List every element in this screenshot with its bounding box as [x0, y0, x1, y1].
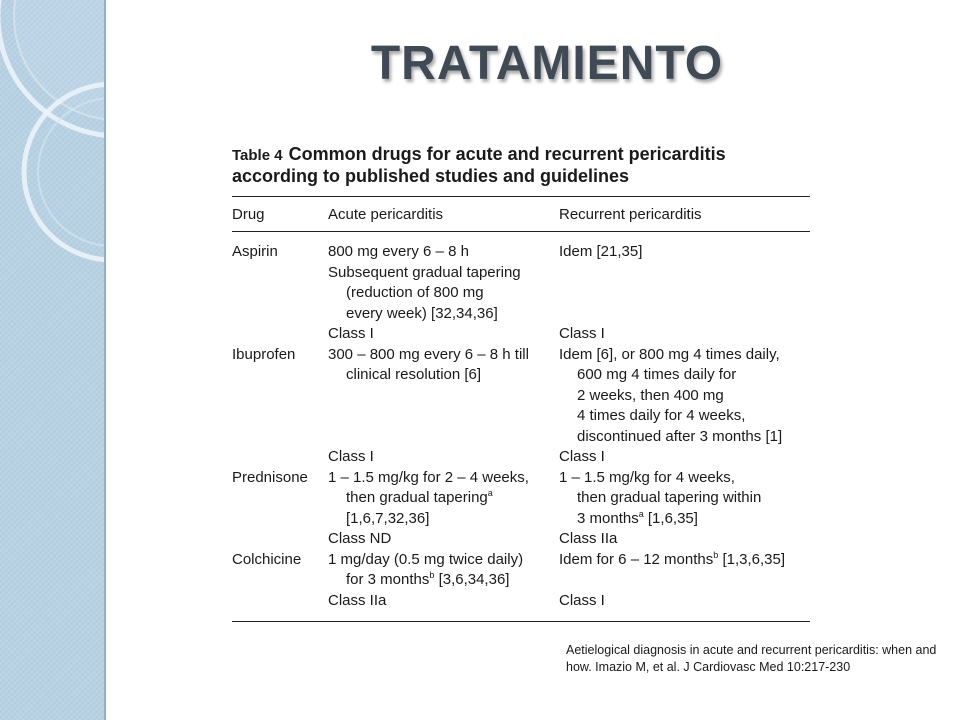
cell-drug: [232, 242, 328, 345]
acute-class: Class I: [328, 325, 374, 342]
caption-line-2: according to published studies and guidelines: [232, 166, 630, 186]
drug-name: Colchicine: [232, 550, 302, 568]
acute-line: [328, 488, 559, 509]
cell-acute: [328, 242, 559, 345]
caption-line-1: Common drugs for acute and recurrent pericarditis: [288, 144, 726, 164]
cell-recurrent: [559, 345, 810, 468]
recurrent-ref: [1,6,35]: [647, 509, 698, 527]
acute-ref: [3,6,34,36]: [438, 571, 510, 588]
spacer: [328, 386, 559, 407]
acute-class: Class I: [328, 448, 374, 465]
table-row-colchicine: [232, 550, 810, 612]
acute-line: 1 mg/day (0.5 mg twice daily): [328, 550, 524, 568]
table-row-aspirin: [232, 242, 810, 345]
acute-line: 1 – 1.5 mg/kg for 2 – 4 weeks,: [328, 468, 529, 486]
cell-recurrent: [559, 468, 810, 550]
recurrent-line: 2 weeks, then 400 mg: [577, 386, 724, 404]
acute-line: clinical resolution [6]: [346, 366, 482, 383]
header-drug: Drug: [232, 205, 265, 223]
cell-drug: [232, 550, 328, 612]
acute-line: [328, 570, 559, 591]
table-header-row: [232, 197, 810, 231]
acute-line: (reduction of 800 mg: [346, 284, 484, 301]
recurrent-text: 3 months: [577, 509, 639, 527]
acute-line: Subsequent gradual tapering: [328, 263, 521, 281]
header-recurrent: Recurrent pericarditis: [559, 205, 702, 223]
recurrent-line: [559, 283, 810, 304]
recurrent-line: [559, 509, 810, 530]
cell-drug: [232, 345, 328, 468]
recurrent-line: 600 mg 4 times daily for: [577, 366, 737, 383]
table-caption: [232, 144, 810, 187]
recurrent-line: [559, 263, 810, 284]
recurrent-line: [559, 550, 810, 571]
acute-class: Class ND: [328, 530, 392, 547]
acute-line: 300 – 800 mg every 6 – 8 h till: [328, 345, 529, 363]
cell-drug: [232, 468, 328, 550]
recurrent-line: Idem [6], or 800 mg 4 times daily,: [559, 345, 780, 363]
cell-recurrent: [559, 242, 810, 345]
recurrent-class: Class I: [559, 448, 605, 465]
recurrent-class: Class I: [559, 591, 605, 609]
footnote-marker: a: [487, 488, 493, 498]
cell-acute: [328, 468, 559, 550]
recurrent-ref: [1,3,6,35]: [722, 550, 785, 568]
cell-acute: [328, 550, 559, 612]
recurrent-class: Class I: [559, 325, 605, 342]
cell-recurrent: [559, 550, 810, 612]
reference-citation: Aetielogical diagnosis in acute and recurrent pericarditis: when and how. Imazio M, et al. J Cardiovasc Med 10:217-230: [566, 643, 937, 674]
recurrent-line: then gradual tapering within: [577, 489, 762, 506]
acute-text: for 3 months: [346, 571, 430, 588]
acute-line: every week) [32,34,36]: [346, 304, 498, 322]
recurrent-line: discontinued after 3 months [1]: [577, 427, 783, 445]
drug-name: Aspirin: [232, 243, 278, 260]
table-body: [232, 232, 810, 621]
drug-name: Ibuprofen: [232, 345, 296, 363]
recurrent-line: [559, 570, 810, 591]
table-row-prednisone: [232, 468, 810, 550]
drug-name: Prednisone: [232, 468, 308, 486]
recurrent-class: Class IIa: [559, 530, 618, 547]
recurrent-line: 4 times daily for 4 weeks,: [577, 407, 746, 424]
recurrent-line: 1 – 1.5 mg/kg for 4 weeks,: [559, 468, 735, 486]
acute-line: 800 mg every 6 – 8 h: [328, 243, 469, 260]
drug-table: [232, 144, 810, 622]
spacer: [328, 406, 559, 427]
acute-line: [1,6,7,32,36]: [346, 509, 430, 527]
footnote-marker: a: [638, 508, 644, 519]
table-row-ibuprofen: [232, 345, 810, 468]
header-acute: Acute pericarditis: [328, 205, 444, 223]
sidebar-divider: [104, 0, 106, 720]
footnote-marker: b: [429, 570, 435, 580]
footnote-marker: b: [713, 549, 719, 560]
recurrent-line: [559, 304, 810, 325]
decorative-sidebar: [0, 0, 106, 720]
cell-acute: [328, 345, 559, 468]
recurrent-line: Idem [21,35]: [559, 243, 643, 260]
table-bottom-rule: [232, 621, 810, 622]
spacer: [328, 427, 559, 448]
acute-text: then gradual tapering: [346, 489, 488, 506]
decorative-rings-icon: [0, 0, 106, 720]
acute-class: Class IIa: [328, 591, 387, 609]
recurrent-text: Idem for 6 – 12 months: [559, 550, 714, 568]
table-number: Table 4: [232, 147, 283, 164]
slide-title: TRATAMIENTO: [370, 37, 724, 90]
